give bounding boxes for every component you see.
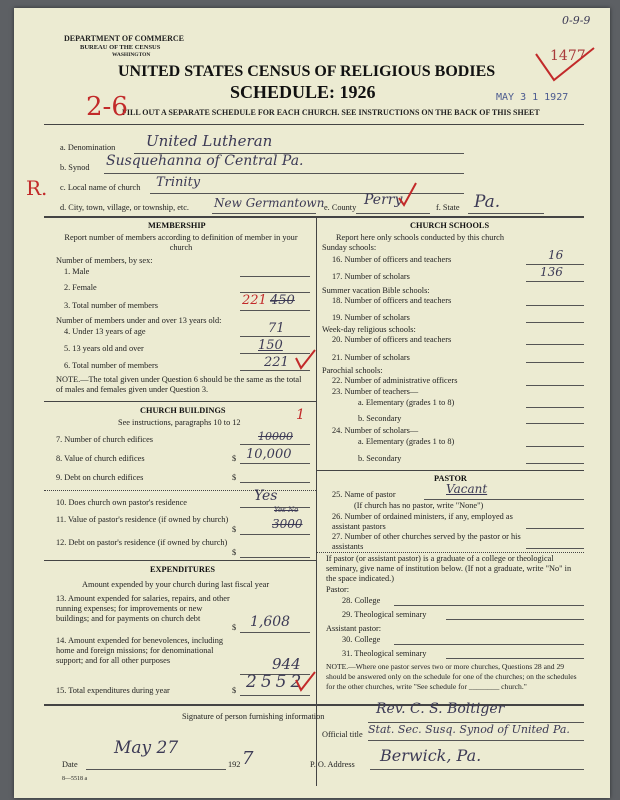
q16-value: 16 <box>548 248 564 262</box>
sunday-schools-label: Sunday schools: <box>322 243 377 252</box>
q18-label: 18. Number of officers and teachers <box>332 296 452 305</box>
bureau-heading: BUREAU OF THE CENSUS <box>80 44 161 51</box>
q24-label: 24. Number of scholars— <box>332 426 419 435</box>
graduate-note: If pastor (or assistant pastor) is a graduate of a college or theological seminary, give name of institution below. (If not a graduate, write "No" in the space indicated.) <box>326 554 572 583</box>
q23-label: 23. Number of teachers— <box>332 387 419 396</box>
q13-value: 1,608 <box>250 614 291 630</box>
county-value: Perry <box>364 192 403 208</box>
summer-schools-label: Summer vacation Bible schools: <box>322 286 430 295</box>
q5-label: 5. 13 years old and over <box>64 344 144 353</box>
q14-label: 14. Amount expended for benevolences, including home and foreign missions; for denominational support; and for all other purposes <box>56 636 224 665</box>
age-intro: Number of members under and over 13 years old: <box>56 316 222 325</box>
red-check-mark <box>294 670 318 694</box>
q8-label: 8. Value of church edifices <box>56 454 145 463</box>
expenditures-intro: Amount expended by your church during last fiscal year <box>82 580 270 589</box>
q3-value: 221 <box>242 293 267 308</box>
q19-label: 19. Number of scholars <box>332 313 410 322</box>
margin-r-mark: R. <box>26 176 48 200</box>
q7-struck-value: 10000 <box>258 430 293 443</box>
q10-value: Yes <box>254 488 278 504</box>
q15-value: 2552 <box>246 672 306 692</box>
q11-value: 3000 <box>272 517 303 531</box>
q23b-label: b. Secondary <box>358 414 402 423</box>
q17-label: 17. Number of scholars <box>332 272 410 281</box>
q11-label: 11. Value of pastor's residence (if owned by church) <box>56 515 229 524</box>
q13-label: 13. Amount expended for salaries, repairs, and other running expenses; for improvements or new buildings; and for payments on church debt <box>56 594 230 623</box>
q15-label: 15. Total expenditures during year <box>56 686 170 695</box>
q26-label: 26. Number of ordained ministers, if any, employed as assistant pastors <box>332 512 513 531</box>
q17-value: 136 <box>540 265 563 279</box>
state-label: f. State <box>436 203 460 212</box>
date-label: Date <box>62 760 78 769</box>
q29-label: 29. Theological seminary <box>342 610 427 619</box>
by-sex-label: Number of members, by sex: <box>56 256 153 265</box>
red-check-mark <box>532 46 598 86</box>
q27-label: 27. Number of other churches served by the pastor or his assistants <box>332 532 521 551</box>
corner-number: 1477 <box>550 48 586 64</box>
local-name-value: Trinity <box>156 175 201 190</box>
instruction-line: FILL OUT A SEPARATE SCHEDULE FOR EACH CHURCH. SEE INSTRUCTIONS ON THE BACK OF THIS SHEET <box>122 108 540 117</box>
q12-label: 12. Debt on pastor's residence (if owned by church) <box>56 538 228 547</box>
q25-value: Vacant <box>446 482 488 496</box>
q4-label: 4. Under 13 years of age <box>64 327 146 336</box>
q24b-label: b. Secondary <box>358 454 402 463</box>
q4-value: 71 <box>268 321 285 336</box>
city-label: d. City, town, village, or township, etc. <box>60 203 189 212</box>
synod-label: b. Synod <box>60 163 90 172</box>
q21-label: 21. Number of scholars <box>332 353 410 362</box>
county-label: e. County <box>324 203 357 212</box>
q2-label: 2. Female <box>64 283 97 292</box>
city-heading: WASHINGTON <box>112 52 151 58</box>
schools-intro: Report here only schools conducted by this church <box>336 233 504 242</box>
year-label: 192 <box>228 760 241 769</box>
q16-label: 16. Number of officers and teachers <box>332 255 452 264</box>
pastor-note: NOTE.—Where one pastor serves two or more churches, Questions 28 and 29 should be answered only on the schedule for one of the churches; on the schedules for the other churches, write "See schedule for ________ church." <box>326 662 577 691</box>
q28-label: 28. College <box>342 596 381 605</box>
q7-label: 7. Number of church edifices <box>56 435 153 444</box>
address-value: Berwick, Pa. <box>380 746 482 765</box>
official-title-label: Official title <box>322 730 363 739</box>
corner-code: 0-9-9 <box>562 14 591 27</box>
form-code: 8—5518 a <box>62 776 88 782</box>
pastor-heading: PASTOR <box>434 474 467 483</box>
q20-label: 20. Number of officers and teachers <box>332 335 452 344</box>
membership-intro: Report number of members according to definition of member in your church <box>64 233 298 252</box>
local-name-label: c. Local name of church <box>60 183 141 192</box>
signature-label: Signature of person furnishing information <box>182 712 325 721</box>
schools-heading: CHURCH SCHOOLS <box>410 221 490 230</box>
parochial-schools-label: Parochial schools: <box>322 366 383 375</box>
divider <box>44 124 584 125</box>
q10-label: 10. Does church own pastor's residence <box>56 498 187 507</box>
q6-value: 221 <box>264 355 289 370</box>
official-title-value: Stat. Sec. Susq. Synod of United Pa. <box>368 723 570 736</box>
synod-value: Susquehanna of Central Pa. <box>106 153 304 169</box>
q25-label: 25. Name of pastor <box>332 490 396 499</box>
q1-label: 1. Male <box>64 267 90 276</box>
q6-label: 6. Total number of members <box>64 361 158 370</box>
q14-value: 944 <box>272 655 301 673</box>
buildings-intro: See instructions, paragraphs 10 to 12 <box>118 418 241 427</box>
address-label: P. O. Address <box>310 760 355 769</box>
received-date-stamp: MAY 3 1 1927 <box>496 92 569 103</box>
signature-value: Rev. C. S. Boltiger <box>376 701 505 717</box>
q5-value: 150 <box>258 338 283 353</box>
city-value: New Germantown <box>214 196 325 210</box>
membership-heading: MEMBERSHIP <box>148 221 206 230</box>
weekday-schools-label: Week-day religious schools: <box>322 325 416 334</box>
margin-mark: 2-6 <box>86 92 128 122</box>
state-value: Pa. <box>474 192 501 212</box>
form-title: UNITED STATES CENSUS OF RELIGIOUS BODIES <box>118 63 496 80</box>
census-schedule-sheet: DEPARTMENT OF COMMERCE BUREAU OF THE CENSUS WASHINGTON UNITED STATES CENSUS OF RELIGIOUS BODIES SCHEDULE: 1926 FILL OUT A SEPARATE SCHEDULE FOR EACH CHURCH. SEE INSTRUCTIONS ON THE BACK OF THIS SHEET 0-9-9 1477 MAY 3 1 1927 2-6 R. a. Denomination United Lutheran b. Synod Susquehanna of Central Pa. c. Local name of church Trinity d. City, town, village, or township, etc. New Germantown e. County Perry f. State Pa. MEMBERSHIP Report number of members according to definition of member in your church Number of members, by sex: 1. Male 2. Female 3. Total number of members 221 450 Number of members under and over 13 years old: 4. Under 13 years of age 71 5. 13 years old and over 150 6. Total number of members 221 NOTE.—The total given under Question 6 should be the same as the total of males and females given under Question 3. CHURCH BUILDINGS See instructions, paragraphs 10 to 12 7. Number of church edifices 1 10000 8. Value of church edifices $ 10,000 9. Debt on church edifices $ 10. Does church own pastor's residence Yes Yes No 11. Value of pastor's residence (if owned by church) $ 3000 12. Debt on pastor's residence (if owned by church) $ EXPENDITURES Amount expended by your church during last fiscal year 13. Amount expended for salaries, repairs, and other running expenses; for improvements or new buildings; and for payments on church debt $ 1,608 14. Amount expended for benevolences, including home and foreign missions; for denominational support; and for all other purposes 944 15. Total expenditures during year $ 2552 CHURCH SCHOOLS Report here only schools conducted by this church Sunday schools: 16. Number of officers and teachers 16 17. Number of scholars 136 Summer vacation Bible schools: 18. Number of officers and teachers 19. Number of scholars Week-day religious schools: 20. Number of officers and teachers 21. Number of scholars Parochial schools: 22. Number of administrative officers 23. Number of teachers— a. Elementary (grades 1 to 8) b. Secondary 24. Number of scholars— a. Elementary (grades 1 to 8) b. Secondary PASTOR 25. Name of pastor Vacant (If church has no pastor, write "None") 26. Number of ordained ministers, if any, employed as assistant pastors 27. Number of other churches served by the pastor or his assistants If pastor (or assistant pastor) is a graduate of a college or theological seminary, give name of institution below. (If not a graduate, write "No" in the space indicated.) Pastor: 28. College 29. Theological seminary Assistant pastor: 30. College 31. Theological seminary NOTE.—Where one pastor serves two or more churches, Questions 28 and 29 should be answered only on the schedule for one of the churches; on the schedules for the other churches, write "See schedule for ________ church." Signature of person furnishing information Rev. C. S. Boltiger Official title Stat. Sec. Susq. Synod of United Pa. Date May 27 192 7 P. O. Address Berwick, Pa. 8—5518 a <box>14 8 610 798</box>
q3-label: 3. Total number of members <box>64 301 158 310</box>
q30-label: 30. College <box>342 635 381 644</box>
q24a-label: a. Elementary (grades 1 to 8) <box>358 437 455 446</box>
q8-value: 10,000 <box>246 447 292 462</box>
date-value: May 27 <box>114 738 179 758</box>
department-heading: DEPARTMENT OF COMMERCE <box>64 34 185 43</box>
year-value: 7 <box>242 748 254 769</box>
red-check-mark <box>294 348 318 372</box>
buildings-heading: CHURCH BUILDINGS <box>140 406 226 415</box>
q10-struck-value: Yes No <box>274 506 299 514</box>
pastor-subheading: Pastor: <box>326 585 350 594</box>
denomination-label: a. Denomination <box>60 143 116 152</box>
q9-label: 9. Debt on church edifices <box>56 473 144 482</box>
expenditures-heading: EXPENDITURES <box>150 565 216 574</box>
red-tick-mark <box>396 180 420 208</box>
q3-struck-value: 450 <box>270 293 295 308</box>
q31-label: 31. Theological seminary <box>342 649 427 658</box>
denomination-value: United Lutheran <box>146 132 273 150</box>
membership-note: NOTE.—The total given under Question 6 should be the same as the total of males and females given under Question 3. <box>56 375 302 394</box>
assistant-subheading: Assistant pastor: <box>326 624 382 633</box>
q23a-label: a. Elementary (grades 1 to 8) <box>358 398 455 407</box>
q7-value: 1 <box>296 407 305 423</box>
q25-note: (If church has no pastor, write "None") <box>354 501 484 510</box>
q22-label: 22. Number of administrative officers <box>332 376 458 385</box>
schedule-title: SCHEDULE: 1926 <box>230 82 376 102</box>
column-divider <box>316 216 317 786</box>
